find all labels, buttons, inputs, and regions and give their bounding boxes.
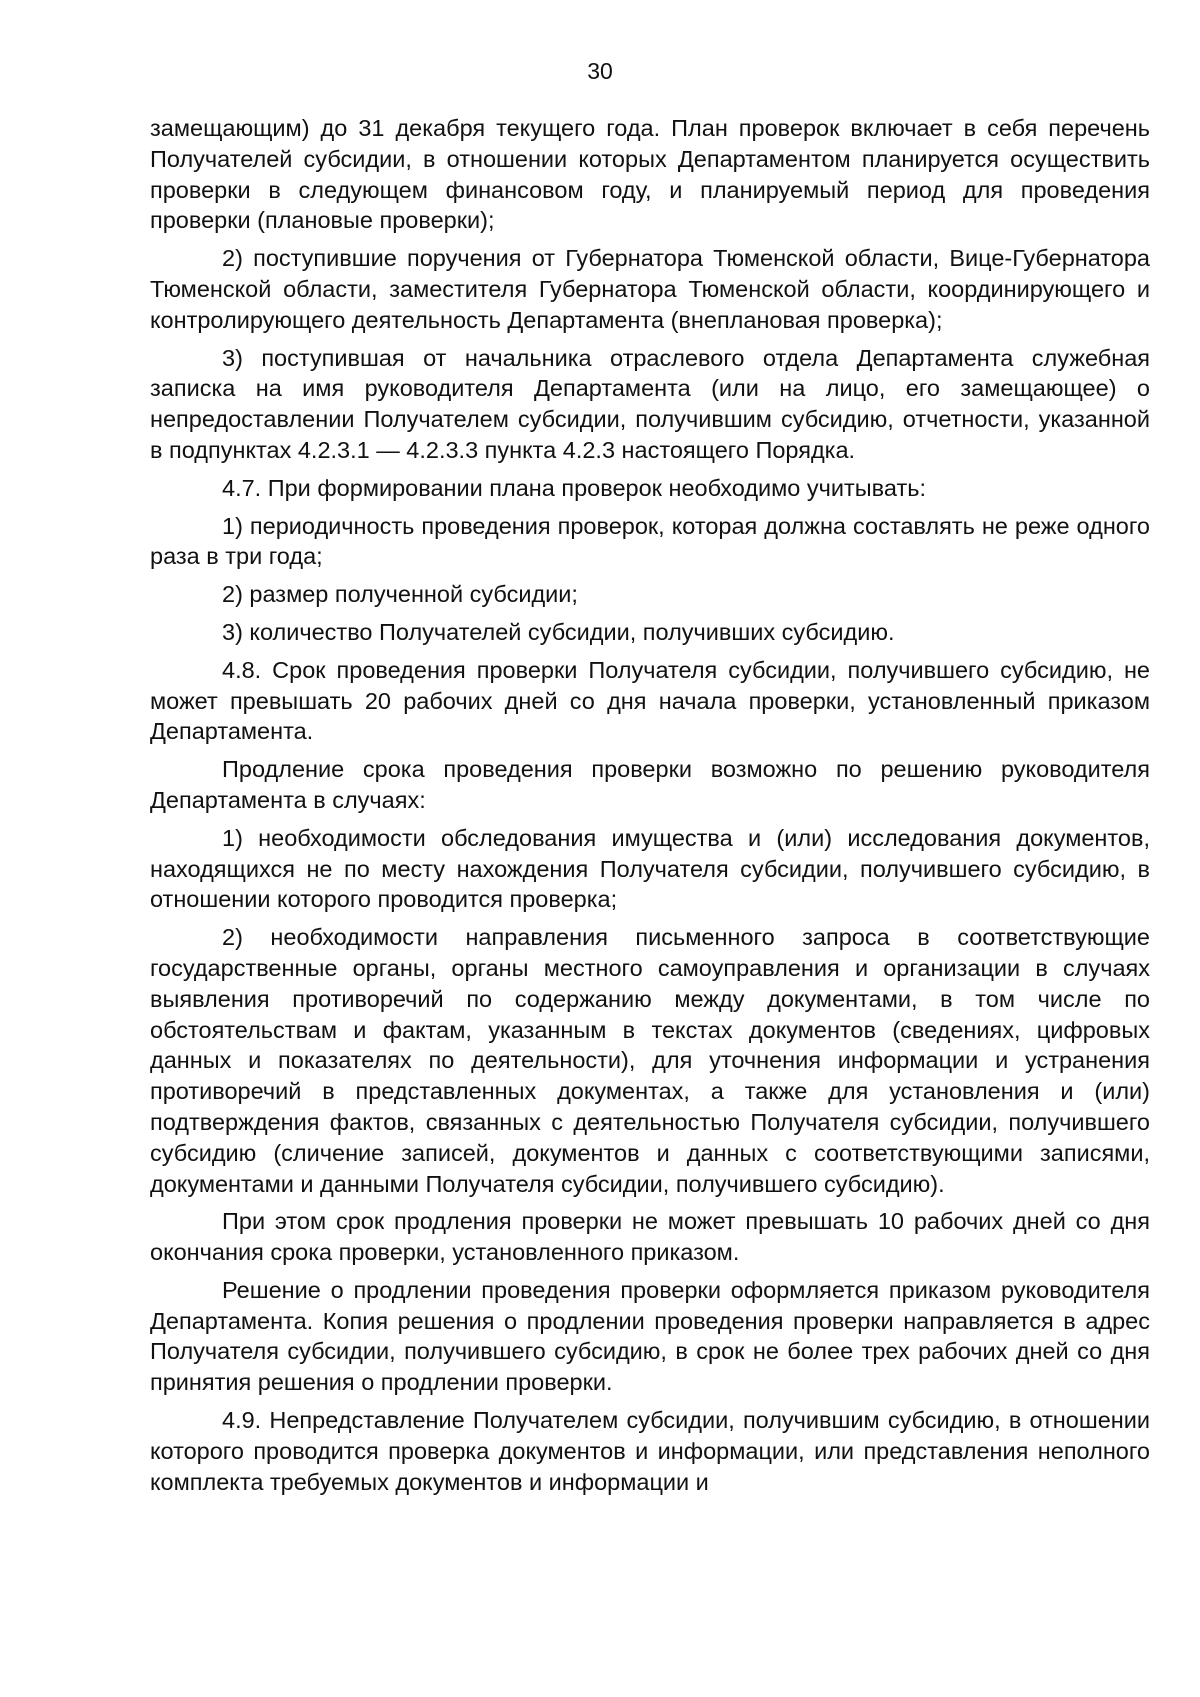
- paragraph-extension-decision: Решение о продлении проведения проверки оформляется приказом руководителя Департамента. Копия решения о продлении проведения проверки направляется в адрес Получателя субсидии, получившего субсидию, в срок не более трех рабочих дней со дня принятия решения о продлении проверки.: [150, 1276, 1150, 1396]
- paragraph-extension-item-2: 2) необходимости направления письменного запроса в соответствующие государственные органы, органы местного самоуправления и организации в случаях выявления противоречий по содержанию между документами, в том числе по обстоятельствам и фактам, указанным в текстах документов (сведениях, цифровых данных и показателях по деятельности), для уточнения информации и устранения противоречий в представленных документах, а также для установления и (или) подтверждения фактов, связанных с деятельностью Получателя субсидии, получившего субсидию (сличение записей, документов и данных с соответствующими записями, документами и данными Получателя субсидии, получившего субсидию).: [150, 924, 1150, 1197]
- paragraph-continuation: замещающим) до 31 декабря текущего года. План проверок включает в себя перечень Получателей субсидии, в отношении которых Департаментом планируется осуществить проверки в следующем финансовом году, и планируемый период для проведения проверки (плановые проверки);: [150, 115, 1150, 234]
- paragraph-extension-cases: Продление срока проведения проверки возможно по решению руководителя Департамента в случаях:: [150, 756, 1150, 813]
- paragraph-4-7-item-3: 3) количество Получателей субсидии, получивших субсидию.: [222, 618, 895, 645]
- paragraph-4-7-item-2: 2) размер полученной субсидии;: [222, 581, 578, 608]
- paragraph-4-7: 4.7. При формировании плана проверок необходимо учитывать:: [222, 474, 926, 501]
- paragraph-extension-item-1: 1) необходимости обследования имущества и (или) исследования документов, находящихся не по месту нахождения Получателя субсидии, получившего субсидию, в отношении которого проводится проверка;: [150, 824, 1150, 913]
- document-body: [150, 113, 1150, 1497]
- paragraph-item-2-instructions: 2) поступившие поручения от Губернатора Тюменской области, Вице-Губернатора Тюменской области, заместителя Губернатора Тюменской области, координирующего и контролирующего деятельность Департамента (внеплановая проверка);: [150, 245, 1150, 333]
- paragraph-4-7-item-1: 1) периодичность проведения проверок, которая должна составлять не реже одного раза в три года;: [150, 512, 1150, 570]
- paragraph-4-8: 4.8. Срок проведения проверки Получателя субсидии, получившего субсидию, не может превышать 20 рабочих дней со дня начала проверки, установленный приказом Департамента.: [150, 656, 1150, 745]
- paragraph-4-9: 4.9. Непредставление Получателем субсидии, получившим субсидию, в отношении которого проводится проверка документов и информации, или представления неполного комплекта требуемых документов и информации и: [150, 1407, 1150, 1495]
- paragraph-item-3-memo: 3) поступившая от начальника отраслевого отдела Департамента служебная записка на имя руководителя Департамента (или на лицо, его замещающее) о непредоставлении Получателем субсидии, получившим субсидию, отчетности, указанной в подпунктах 4.2.3.1 — 4.2.3.3 пункта 4.2.3 настоящего Порядка.: [150, 344, 1150, 463]
- page-number: 30: [587, 58, 613, 84]
- paragraph-extension-limit: При этом срок продления проверки не может превышать 10 рабочих дней со дня окончания срока проверки, установленного приказом.: [150, 1208, 1150, 1266]
